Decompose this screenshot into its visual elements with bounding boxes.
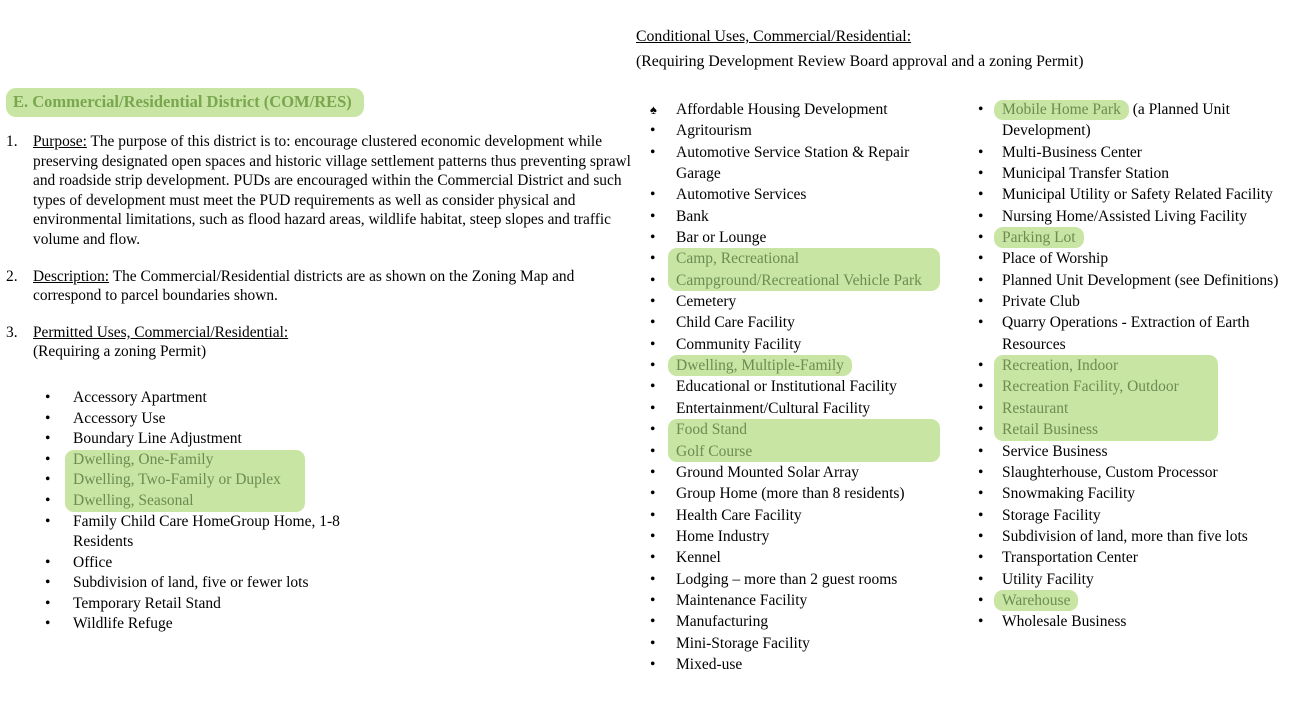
list-item-text: Agritourism [676,122,752,140]
bullet-icon: • [978,378,984,396]
list-item-text [676,441,952,462]
bullet-icon: • [978,549,984,567]
permitted-uses-subnote: (Requiring a zoning Permit) [33,343,207,361]
conditional-uses-column-2 [970,99,1295,633]
list-item-text: Group Home (more than 8 residents) [676,485,905,503]
bullet-icon: • [650,570,656,588]
list-item [650,227,952,248]
list-item-text: Slaughterhouse, Custom Processor [1002,463,1218,481]
purpose-section [6,132,636,250]
permitted-uses-section [6,323,636,362]
bullet-icon: • [978,293,984,311]
bullet-icon: • [650,527,656,545]
bullet-icon: • [650,229,656,247]
bullet-icon: • [650,207,656,225]
list-item [650,505,952,526]
list-item [650,526,952,547]
bullet-icon: • [650,378,656,396]
purpose-text: The purpose of this district is to: encourage clustered economic development while preserving designated open spaces and historic village settlement patterns thus preventing sprawl and roadside strip development. PUDs are encouraged within the Commercial District and such types of development must meet the PUD requirements as well as consider physical and environmental limitations, such as flood hazard areas, wildlife habitat, steep slopes and traffic volume and flow. [33,133,631,248]
bullet-icon: • [650,143,656,161]
bullet-icon: • [650,186,656,204]
purpose-paragraph [33,132,633,250]
list-item [978,206,1295,227]
bullet-icon: • [45,615,51,633]
description-paragraph [33,267,633,306]
bullet-icon: • [45,388,51,406]
highlighted-text: Parking Lot [994,227,1084,248]
bullet-icon: • [45,450,51,468]
list-item [978,441,1295,462]
bullet-icon: • [978,421,984,439]
list-item [650,547,952,568]
list-item [42,409,352,430]
bullet-icon: • [978,463,984,481]
list-item [650,398,952,419]
purpose-label: Purpose: [33,133,87,150]
list-item [42,512,352,553]
list-item [42,388,352,409]
list-item [650,99,952,120]
section-heading-text: E. Commercial/Residential District (COM/RES) [6,88,364,117]
list-item [650,441,952,462]
bullet-icon: • [978,570,984,588]
bullet-icon: • [650,399,656,417]
highlighted-text: Dwelling, Seasonal [65,491,305,512]
list-item-text: Bank [676,207,709,225]
bullet-icon: • [650,335,656,353]
list-item-text: Community Facility [676,335,802,353]
list-item [42,553,352,574]
list-item-text: Office [73,553,113,571]
list-item [978,142,1295,163]
highlighted-text: Campground/Recreational Vehicle Park [668,270,940,291]
list-item [42,470,352,491]
highlighted-text: Recreation Facility, Outdoor [994,376,1218,397]
list-item [650,248,952,269]
bullet-icon: • [978,442,984,460]
list-item [978,270,1295,291]
spade-bullet-icon: ♠ [650,102,657,117]
list-item-text: Place of Worship [1002,250,1109,268]
list-item-text: Kennel [676,549,721,567]
bullet-icon: • [650,463,656,481]
bullet-icon: • [45,594,51,612]
list-item [650,590,952,611]
highlighted-text: Restaurant [994,398,1218,419]
list-item-text: Automotive Services [676,186,807,204]
list-item-text: Storage Facility [1002,506,1101,524]
bullet-icon: • [978,250,984,268]
list-item-text [1002,227,1295,248]
list-item [650,611,952,632]
list-item [978,248,1295,269]
list-item [650,376,952,397]
list-item [978,398,1295,419]
bullet-icon: • [978,357,984,375]
list-item-text: Accessory Apartment [73,388,207,406]
bullet-icon: • [978,229,984,247]
conditional-uses-subnote: (Requiring Development Review Board approval and a zoning Permit) [636,53,1084,70]
list-item-text [676,248,952,269]
bullet-icon: • [650,271,656,289]
bullet-icon: • [650,250,656,268]
list-item-text: Family Child Care HomeGroup Home, 1-8 Residents [73,512,340,551]
list-item-text [1002,355,1295,376]
list-item-text: Mixed-use [676,655,743,673]
bullet-icon: • [45,471,51,489]
list-item [978,462,1295,483]
list-item [978,163,1295,184]
bullet-icon: • [978,101,984,118]
highlighted-text: Camp, Recreational [668,248,940,269]
bullet-icon: • [978,314,984,332]
highlighted-text: Golf Course [668,441,940,462]
list-item [650,355,952,376]
list-item-text: Private Club [1002,293,1080,311]
list-item [42,491,352,512]
bullet-icon: • [650,655,656,673]
list-item [650,270,952,291]
list-item-text: Educational or Institutional Facility [676,378,897,396]
bullet-icon: • [978,399,984,417]
list-item-text: Planned Unit Development (see Definitions) [1002,271,1279,289]
highlighted-text: Food Stand [668,419,940,440]
list-item-text: Service Business [1002,442,1108,460]
list-item-text [1002,376,1295,397]
list-item [650,654,952,675]
bullet-icon: • [650,613,656,631]
list-item [650,633,952,654]
list-item [650,312,952,333]
list-item [650,206,952,227]
bullet-icon: • [650,357,656,375]
list-item [978,505,1295,526]
list-item-text [1002,398,1295,419]
list-item-text [73,470,352,491]
bullet-icon: • [650,634,656,652]
list-item-text: Multi-Business Center [1002,143,1142,161]
list-item [650,462,952,483]
section-number: 1. [6,133,18,150]
list-item-text: Entertainment/Cultural Facility [676,399,871,417]
highlighted-text: Recreation, Indoor [994,355,1218,376]
highlighted-text: Warehouse [994,590,1078,611]
list-item [978,547,1295,568]
list-item-text: Manufacturing [676,613,769,631]
list-item [42,429,352,450]
bullet-icon: • [650,549,656,567]
bullet-icon: • [650,421,656,439]
list-item [650,291,952,312]
bullet-icon: • [978,591,984,609]
list-item [978,227,1295,248]
bullet-icon: • [650,591,656,609]
list-item-text [1002,590,1295,611]
bullet-icon: • [650,485,656,503]
list-item [42,614,352,635]
list-item-text: Affordable Housing Development [676,101,888,118]
list-item-text: Ground Mounted Solar Array [676,463,859,481]
list-item-text: Subdivision of land, five or fewer lots [73,574,309,592]
list-item-text: Automotive Service Station & Repair Garage [676,143,910,183]
bullet-icon: • [978,506,984,524]
list-item [650,483,952,504]
bullet-icon: • [978,271,984,289]
list-item [978,419,1295,440]
list-item-text [1002,419,1295,440]
list-item-text [73,491,352,512]
list-item-text: Accessory Use [73,409,166,427]
permitted-uses-list [42,388,352,635]
highlighted-text: Retail Business [994,419,1218,440]
bullet-icon: • [45,574,51,592]
section-number: 2. [6,267,18,285]
list-item [42,450,352,471]
list-item-text: Municipal Transfer Station [1002,165,1170,183]
list-item-text: Nursing Home/Assisted Living Facility [1002,207,1247,225]
list-item [650,142,952,185]
bullet-icon: • [650,293,656,311]
list-item [978,590,1295,611]
conditional-uses-column-1 [642,99,952,675]
bullet-icon: • [45,512,51,530]
list-item [650,569,952,590]
list-item [978,312,1295,355]
list-item-text: Mini-Storage Facility [676,634,810,652]
bullet-icon: • [45,553,51,571]
list-item-text [676,419,952,440]
list-item-text: Child Care Facility [676,314,795,332]
list-item-text: Utility Facility [1002,570,1094,588]
bullet-icon: • [978,186,984,204]
permitted-uses-header [33,323,633,362]
list-item-text: Health Care Facility [676,506,802,524]
bullet-icon: • [978,143,984,161]
list-item [42,573,352,594]
list-item [650,120,952,141]
list-item [978,611,1295,632]
list-item [650,419,952,440]
list-item-text: Subdivision of land, more than five lots [1002,527,1248,545]
list-item [978,99,1295,142]
list-item-text [676,355,952,376]
list-item [978,291,1295,312]
bullet-icon: • [650,442,656,460]
list-item [978,569,1295,590]
bullet-icon: • [650,314,656,332]
list-item-text: Transportation Center [1002,549,1138,567]
numbered-sections [6,132,636,362]
list-item-text [676,270,952,291]
conditional-uses-header [636,26,1286,73]
list-item-text: Wholesale Business [1002,613,1127,631]
list-item [978,483,1295,504]
bullet-icon: • [45,491,51,509]
bullet-icon: • [978,613,984,631]
list-item-text: Boundary Line Adjustment [73,430,242,448]
conditional-uses-title: Conditional Uses, Commercial/Residential: [636,28,912,45]
list-item [42,594,352,615]
list-item-text: Home Industry [676,527,770,545]
list-item-text [73,450,352,471]
highlighted-text: Dwelling, Multiple-Family [668,355,852,376]
description-label: Description: [33,267,110,285]
permitted-uses-label: Permitted Uses, Commercial/Residential: [33,323,289,341]
list-item-text: Bar or Lounge [676,229,767,247]
bullet-icon: • [978,165,984,183]
description-section [6,267,636,306]
list-item-text: Wildlife Refuge [73,615,173,633]
list-item-text: Municipal Utility or Safety Related Facility [1002,186,1273,204]
list-item-text: Quarry Operations - Extraction of Earth Resources [1002,314,1250,353]
bullet-icon: • [978,527,984,545]
bullet-icon: • [978,485,984,503]
highlighted-text: Dwelling, One-Family [65,450,305,471]
list-item [978,526,1295,547]
section-heading [6,88,636,117]
list-item [978,184,1295,205]
list-item-text: Snowmaking Facility [1002,485,1136,503]
list-item-text: Lodging – more than 2 guest rooms [676,570,898,588]
bullet-icon: • [978,207,984,225]
bullet-icon: • [650,122,656,140]
highlighted-text: Dwelling, Two-Family or Duplex [65,470,305,491]
list-item [650,334,952,355]
list-item-text: Mobile Home Park (a Planned Unit Development) [1002,99,1295,142]
bullet-icon: • [45,430,51,448]
description-text: The Commercial/Residential districts are as shown on the Zoning Map and correspond to parcel boundaries shown. [33,267,575,305]
district-section [6,88,636,635]
list-item-text: Cemetery [676,293,737,311]
section-number: 3. [6,323,18,341]
list-item [650,184,952,205]
list-item-text: Temporary Retail Stand [73,594,221,612]
highlighted-text: Mobile Home Park [994,100,1129,120]
list-item-text: Maintenance Facility [676,591,808,609]
bullet-icon: • [650,506,656,524]
list-item [978,355,1295,376]
bullet-icon: • [45,409,51,427]
list-item [978,376,1295,397]
